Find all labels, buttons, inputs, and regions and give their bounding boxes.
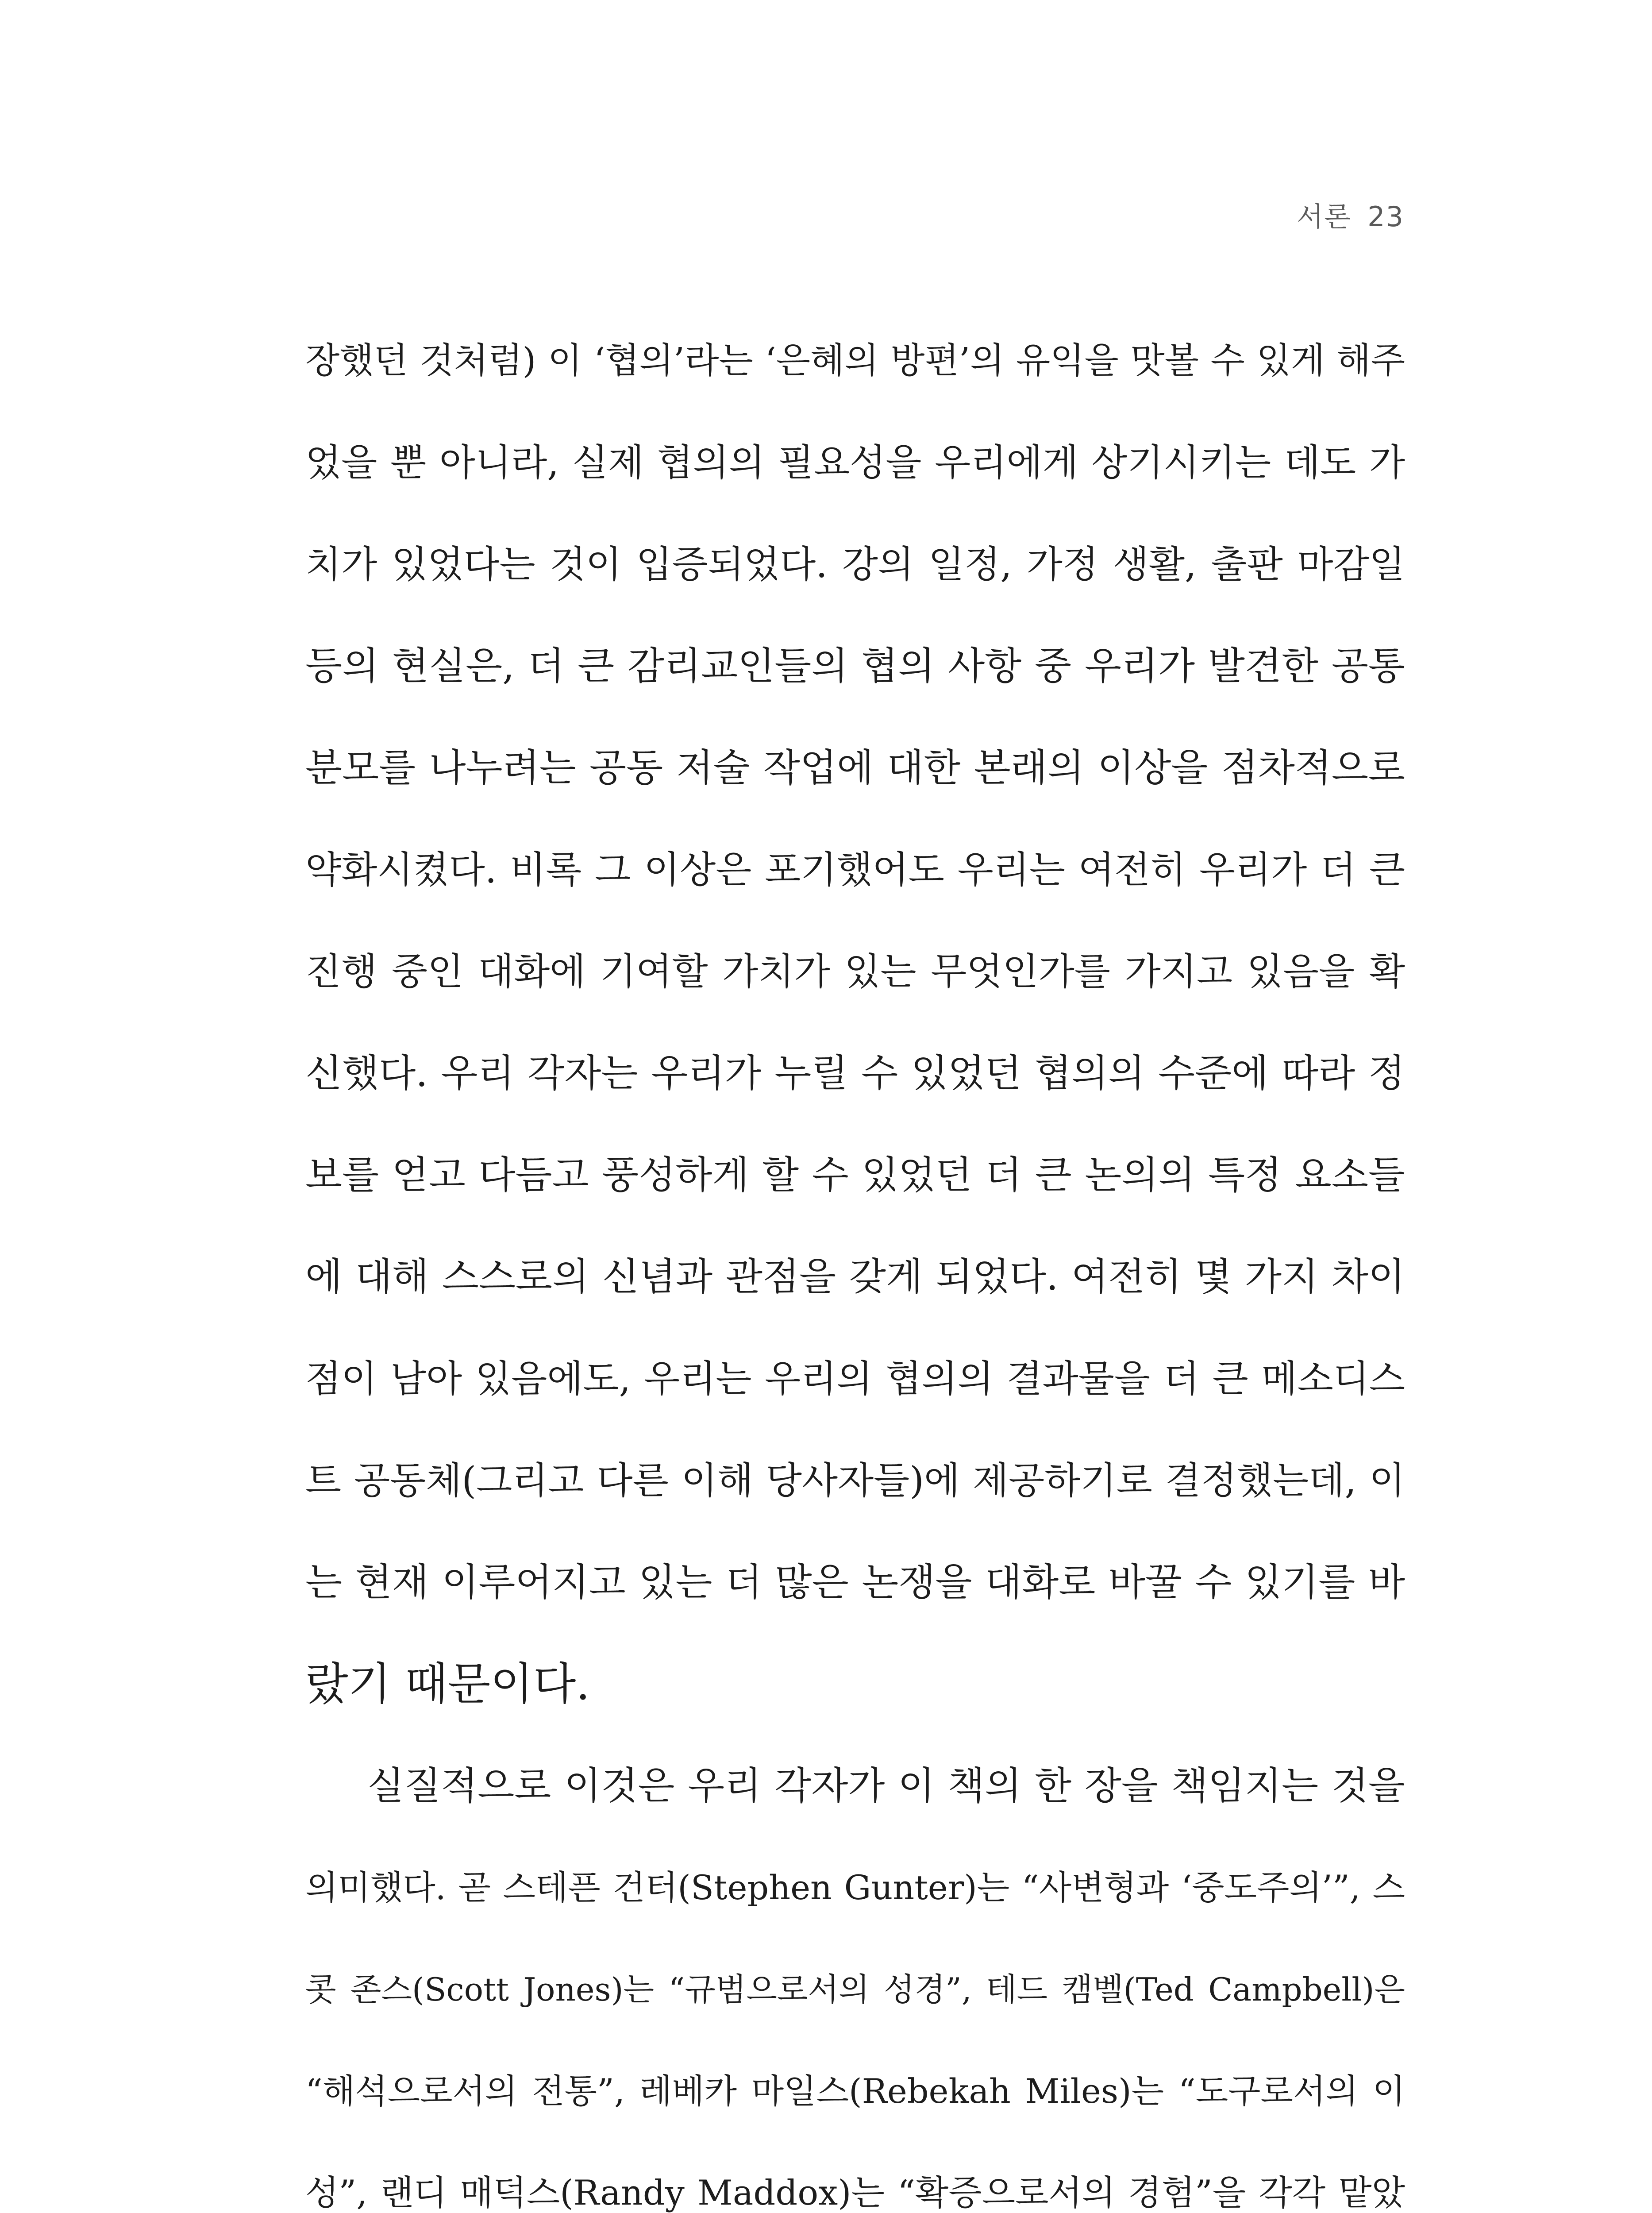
text-line: 신했다. 우리 각자는 우리가 누릴 수 있었던 협의의 수준에 따라 정	[305, 1051, 1405, 1095]
text-line: 실질적으로 이것은 우리 각자가 이 책의 한 장을 책임지는 것을	[367, 1764, 1405, 1808]
text-line: 장했던 것처럼) 이 ‘협의’라는 ‘은혜의 방편’의 유익을 맛볼 수 있게 해주	[305, 340, 1405, 381]
paragraph-1	[305, 310, 1405, 1735]
text-line: 등의 현실은, 더 큰 감리교인들의 협의 사항 중 우리가 발견한 공통	[305, 644, 1405, 688]
text-line: “해석으로서의 전통”, 레베카 마일스(Rebekah Miles)는 “도구로서의 이	[305, 2071, 1405, 2111]
text-line: 점이 남아 있음에도, 우리는 우리의 협의의 결과물을 더 큰 메소디스	[305, 1357, 1405, 1400]
text-line: 었을 뿐 아니라, 실제 협의의 필요성을 우리에게 상기시키는 데도 가	[305, 441, 1405, 484]
text-line: 분모를 나누려는 공동 저술 작업에 대한 본래의 이상을 점차적으로	[305, 746, 1405, 790]
section-title: 서론	[1297, 200, 1352, 233]
text-line: 보를 얻고 다듬고 풍성하게 할 수 있었던 더 큰 논의의 특정 요소들	[305, 1153, 1405, 1197]
body-text	[305, 310, 1405, 2213]
text-line: 의미했다. 곧 스테픈 건터(Stephen Gunter)는 “사변형과 ‘중도주의’”, 스	[305, 1868, 1405, 1907]
text-line: 트 공동체(그리고 다른 이해 당사자들)에 제공하기로 결정했는데, 이	[305, 1459, 1405, 1502]
running-header	[1297, 195, 1404, 234]
text-line: 진행 중인 대화에 기여할 가치가 있는 무엇인가를 가지고 있음을 확	[305, 950, 1405, 993]
page-number: 23	[1367, 200, 1404, 233]
text-line: 랐기 때문이다.	[305, 1658, 590, 1710]
text-line: 치가 있었다는 것이 입증되었다. 강의 일정, 가정 생활, 출판 마감일	[305, 543, 1405, 586]
text-line: 성”, 랜디 매덕스(Randy Maddox)는 “확증으로서의 경험”을 각각 맡았	[305, 2173, 1405, 2213]
paragraph-2	[305, 1735, 1405, 2213]
text-line: 약화시켰다. 비록 그 이상은 포기했어도 우리는 여전히 우리가 더 큰	[305, 848, 1405, 891]
text-line: 에 대해 스스로의 신념과 관점을 갖게 되었다. 여전히 몇 가지 차이	[305, 1255, 1405, 1299]
text-line: 는 현재 이루어지고 있는 더 많은 논쟁을 대화로 바꿀 수 있기를 바	[305, 1560, 1405, 1604]
text-line: 콧 존스(Scott Jones)는 “규범으로서의 성경”, 테드 캠벨(Ted Campbell)은	[305, 1971, 1405, 2008]
